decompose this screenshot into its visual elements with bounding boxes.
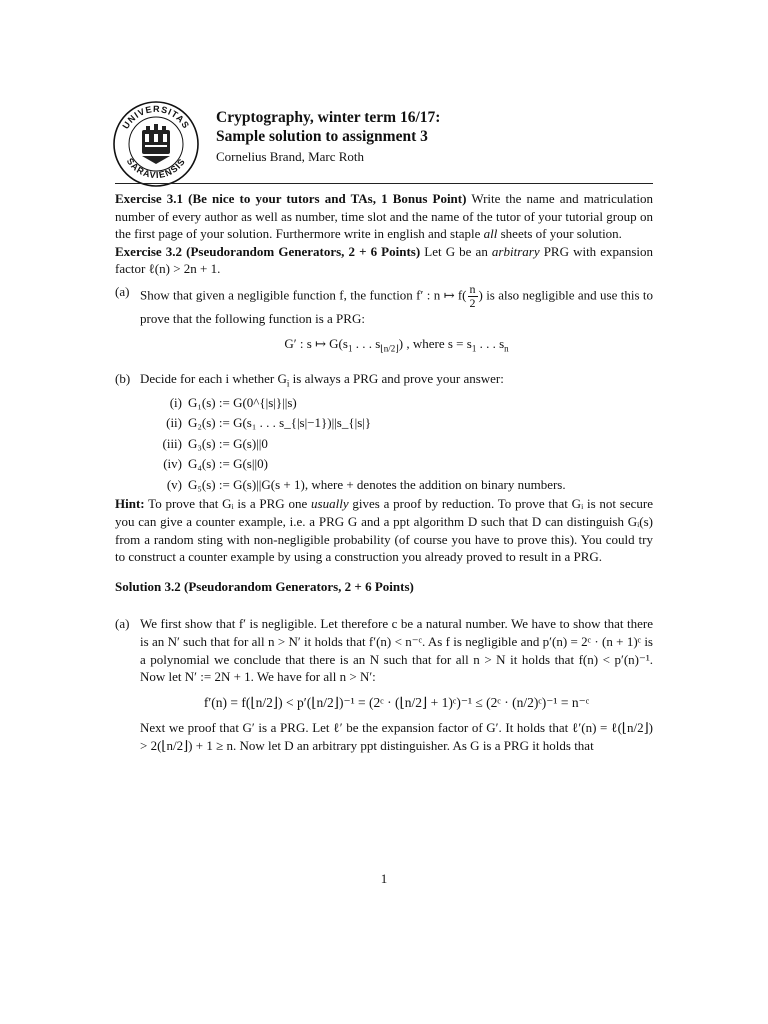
title-line-1: Cryptography, winter term 16/17: xyxy=(216,109,441,126)
hint-label: Hint: xyxy=(115,496,145,512)
sub-item: (v) G₅(s) := G(s)||G(s + 1), where + denotes the addition on binary numbers. xyxy=(166,476,566,492)
hint-paragraph: Hint: To prove that Gᵢ is a PRG one usually gives a proof by reduction. To prove that Gᵢ is not secure you can give a counter example, i.e. a PRG G and a ppt algorithm D such that D can distinguish Gᵢ(s) from a random sting with non-negligible probability (of course you have to prove this). You could try to construct a counter example by using a construction you already proved to result in a PRG. xyxy=(115,496,654,565)
exercise-3-1-heading: Exercise 3.1 (Be nice to your tutors and TAs, 1 Bonus Point) xyxy=(115,191,467,206)
part-a-text-1: Show that given a negligible function f, the function f′ : n ↦ f( xyxy=(140,287,467,303)
negligibility-formula: f′(n) = f(⌊n/2⌋) < p′(⌊n/2⌋)⁻¹ = (2ᶜ · (⌊n/2⌋ + 1)ᶜ)⁻¹ ≤ (2ᶜ · (n/2)ᶜ)⁻¹ = n⁻ᶜ xyxy=(203,694,590,710)
solution-next-text: Next we proof that G′ is a PRG. Let ℓ′ be the expansion factor of G′. It holds that ℓ′(n) = ℓ(⌊n/2⌋) > 2(⌊n/2⌋) + 1 ≥ n. Now let D an arbitrary ppt distinguisher. As G is a PRG it holds that xyxy=(140,720,653,753)
solution-part-a-text: We first show that f′ is negligible. Let therefore c be a natural number. We have to show that there is an N′ such that for all n > N′ it holds that f′(n) < n⁻ᶜ. As f is negligible and p′(n) = 2ᶜ · (n + 1)ᶜ is a polynomial we conclude that there is an N such that for all n > N it holds that f(n) < p′(n)⁻¹. Now let N′ := 2N + 1. We have for all n > N′: xyxy=(140,616,653,685)
university-seal-logo xyxy=(112,100,200,188)
floor-half-fraction: $\frac{n}{2}$ xyxy=(469,281,476,310)
exercise-3-1-emphasis: all xyxy=(483,226,498,242)
exercise-3-2-intro xyxy=(115,243,653,278)
page-number: 1 xyxy=(380,871,388,886)
exercise-3-1-text-a: Write the name and matriculation number of every author as well as number, time slot and the name of the tutor of your tutorial group on the first page of your solution. Furthermore write in english and staple xyxy=(115,191,653,242)
exercise-3-2-intro-a: Let G be an xyxy=(424,243,488,259)
authors: Cornelius Brand, Marc Roth xyxy=(216,149,365,164)
part-a-label: (a) xyxy=(115,283,130,299)
part-b-text: Decide for each i whether G xyxy=(140,370,287,386)
document-body xyxy=(115,190,653,755)
svg-text:SARAVIENSIS: SARAVIENSIS xyxy=(124,156,188,181)
sub-item: (i) G₁(s) := G(0^{|s|}||s) xyxy=(169,394,297,410)
sub-item-list xyxy=(140,393,653,496)
sub-item: (iii) G₃(s) := G(s)||0 xyxy=(162,435,268,451)
title-line-2: Sample solution to assignment 3 xyxy=(216,128,428,145)
part-b-label: (b) xyxy=(115,370,131,386)
g-prime-formula: G′ : s ↦ $G(s_1$ . . . $s_{⌊n/2⌋}$) , where $s = s_1$ . . . $s_n$ xyxy=(284,335,509,354)
exercise-part-a xyxy=(115,283,653,365)
exercise-3-1 xyxy=(115,190,653,243)
solution-part-a-label: (a) xyxy=(115,616,130,632)
part-a-text-2: ) is also negligible and use this to prove that the following function is a PRG: xyxy=(140,287,654,326)
solution-part-a xyxy=(115,615,653,754)
solution-3-2-heading: Solution 3.2 (Pseudorandom Generators, 2 + 6 Points) xyxy=(115,578,414,594)
header-divider xyxy=(115,183,653,184)
exercise-part-b: (b) Decide for each i whether $G_i$ is always a PRG and prove your answer: xyxy=(115,370,653,393)
exercise-3-1-text-b: sheets of your solution. xyxy=(500,226,622,242)
exercise-3-2-heading: Exercise 3.2 (Pseudorandom Generators, 2 + 6 Points) xyxy=(115,243,421,259)
sub-item: (ii) G₂(s) := G(s₁ . . . s_{|s|−1})||s_{|s|} xyxy=(166,415,372,431)
sub-item: (iv) G₄(s) := G(s||0) xyxy=(163,456,268,472)
document-title xyxy=(216,108,440,146)
exercise-3-2-intro-b: PRG with expansion factor ℓ(n) > 2n + 1. xyxy=(115,243,653,277)
svg-text:UNIVERSITAS: UNIVERSITAS xyxy=(120,103,192,131)
exercise-3-2-intro-emphasis: arbitrary xyxy=(491,243,540,259)
